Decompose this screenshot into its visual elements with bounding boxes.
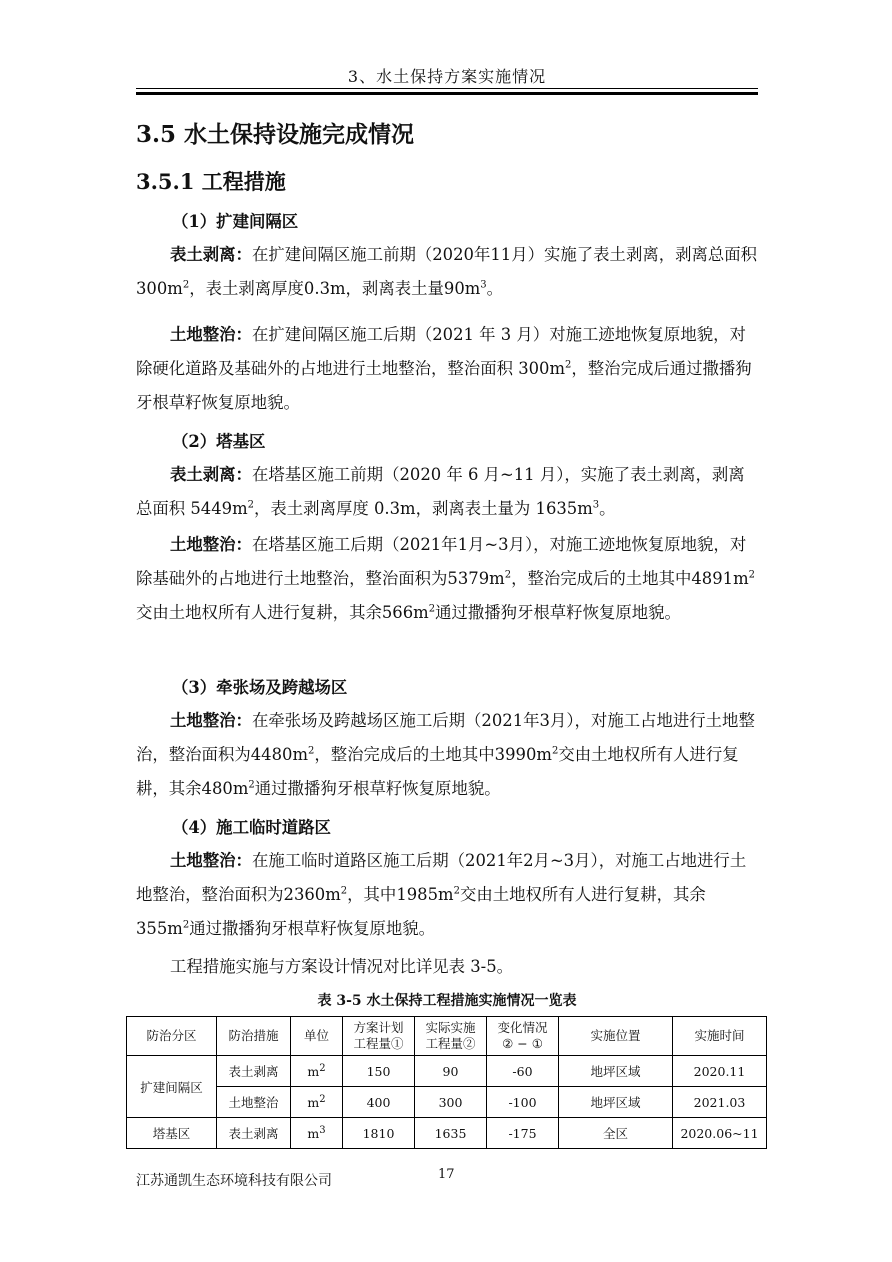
cell-time: 2020.11 — [673, 1056, 767, 1087]
area-heading: （3）牵张场及跨越场区 — [172, 678, 348, 697]
cell-time: 2021.03 — [673, 1087, 767, 1118]
paragraph-lead: 土地整治： — [170, 535, 252, 554]
paragraph-lead: 土地整治： — [170, 711, 252, 730]
paragraph: 表土剥离：在塔基区施工前期（2020 年 6 月~11 月），实施了表土剥离，剥离总面积 $5449m^2$，表土剥离厚度 0.3m，剥离表土量为 $1635m^3$。 — [136, 465, 745, 518]
paragraph: 土地整治：在施工临时道路区施工后期（2021年2月~3月），对施工占地进行土地整治，整治面积为$2360m^2$，其中$1985m^2$交由土地权所有人进行复耕，其余$355m^2$通过撒播狗牙根草籽恢复原地貌。 — [136, 851, 747, 938]
paragraph-lead: 表土剥离： — [170, 245, 252, 264]
paragraph-lead: 土地整治： — [170, 325, 252, 344]
col-header: 防治措施 — [217, 1017, 291, 1056]
cell-actual: 300 — [415, 1087, 487, 1118]
cell-actual: 90 — [415, 1056, 487, 1087]
col-header: 方案计划 工程量① — [343, 1017, 415, 1056]
cell-time: 2020.06~11 — [673, 1118, 767, 1149]
table-header-row — [127, 1017, 767, 1056]
cell-measure: 土地整治 — [217, 1087, 291, 1118]
paragraph: 土地整治：在扩建间隔区施工后期（2021 年 3 月）对施工迹地恢复原地貌，对除硬化道路及基础外的占地进行土地整治，整治面积 $300m^2$，整治完成后通过撒播狗牙根草籽恢复原地貌。 — [136, 325, 752, 412]
running-header: 3、水土保持方案实施情况 — [347, 67, 547, 86]
paragraph-lead: 土地整治： — [170, 851, 252, 870]
cell-plan: 1810 — [343, 1118, 415, 1149]
table-row — [127, 1056, 767, 1087]
paragraph: 土地整治：在牵张场及跨越场区施工后期（2021年3月），对施工占地进行土地整治，整治面积为$4480m^2$，整治完成后的土地其中$3990m^2$交由土地权所有人进行复耕，其余$480m^2$通过撒播狗牙根草籽恢复原地貌。 — [136, 711, 755, 798]
cell-unit: $m^2$ — [291, 1056, 343, 1087]
cell-zone: 塔基区 — [127, 1118, 217, 1149]
cell-change: -175 — [487, 1118, 559, 1149]
col-header: 实施位置 — [559, 1017, 673, 1056]
paragraph-lead: 表土剥离： — [170, 465, 252, 484]
cell-unit: $m^3$ — [291, 1118, 343, 1149]
cell-plan: 400 — [343, 1087, 415, 1118]
table-row — [127, 1087, 767, 1118]
area-heading: （4）施工临时道路区 — [172, 818, 331, 837]
summary-sentence: 工程措施实施与方案设计情况对比详见表 3-5。 — [170, 957, 514, 976]
cell-actual: 1635 — [415, 1118, 487, 1149]
area-heading: （2）塔基区 — [172, 432, 266, 451]
section-title: 3.5 水土保持设施完成情况 — [136, 121, 415, 148]
measures-table — [126, 1016, 767, 1149]
cell-change: -60 — [487, 1056, 559, 1087]
paragraph: 表土剥离：在扩建间隔区施工前期（2020年11月）实施了表土剥离，剥离总面积$300m^2$，表土剥离厚度0.3m，剥离表土量$90m^3$。 — [136, 245, 758, 298]
paragraph: 土地整治：在塔基区施工后期（2021年1月~3月），对施工迹地恢复原地貌，对除基础外的占地进行土地整治，整治面积为$5379m^2$，整治完成后的土地其中$4891m^2$交由土地权所有人进行复耕，其余$566m^2$通过撒播狗牙根草籽恢复原地貌。 — [136, 535, 755, 622]
cell-measure: 表土剥离 — [217, 1056, 291, 1087]
cell-plan: 150 — [343, 1056, 415, 1087]
cell-measure: 表土剥离 — [217, 1118, 291, 1149]
cell-change: -100 — [487, 1087, 559, 1118]
cell-location: 地坪区域 — [559, 1087, 673, 1118]
col-header: 实际实施 工程量② — [415, 1017, 487, 1056]
header-rule-thin — [136, 88, 758, 89]
col-header: 单位 — [291, 1017, 343, 1056]
subsection-title: 3.5.1 工程措施 — [136, 169, 286, 194]
cell-location: 地坪区域 — [559, 1056, 673, 1087]
col-header: 防治分区 — [127, 1017, 217, 1056]
cell-unit: $m^2$ — [291, 1087, 343, 1118]
header-rule-thick — [136, 92, 758, 95]
col-header: 实施时间 — [673, 1017, 767, 1056]
cell-location: 全区 — [559, 1118, 673, 1149]
footer-company: 江苏通凯生态环境科技有限公司 — [136, 1173, 332, 1189]
table-caption: 表 3-5 水土保持工程措施实施情况一览表 — [317, 993, 577, 1009]
table-row — [127, 1118, 767, 1149]
area-heading: （1）扩建间隔区 — [172, 212, 299, 231]
page-number: 17 — [438, 1167, 455, 1182]
cell-zone: 扩建间隔区 — [127, 1056, 217, 1118]
col-header: 变化情况 ② − ① — [487, 1017, 559, 1056]
